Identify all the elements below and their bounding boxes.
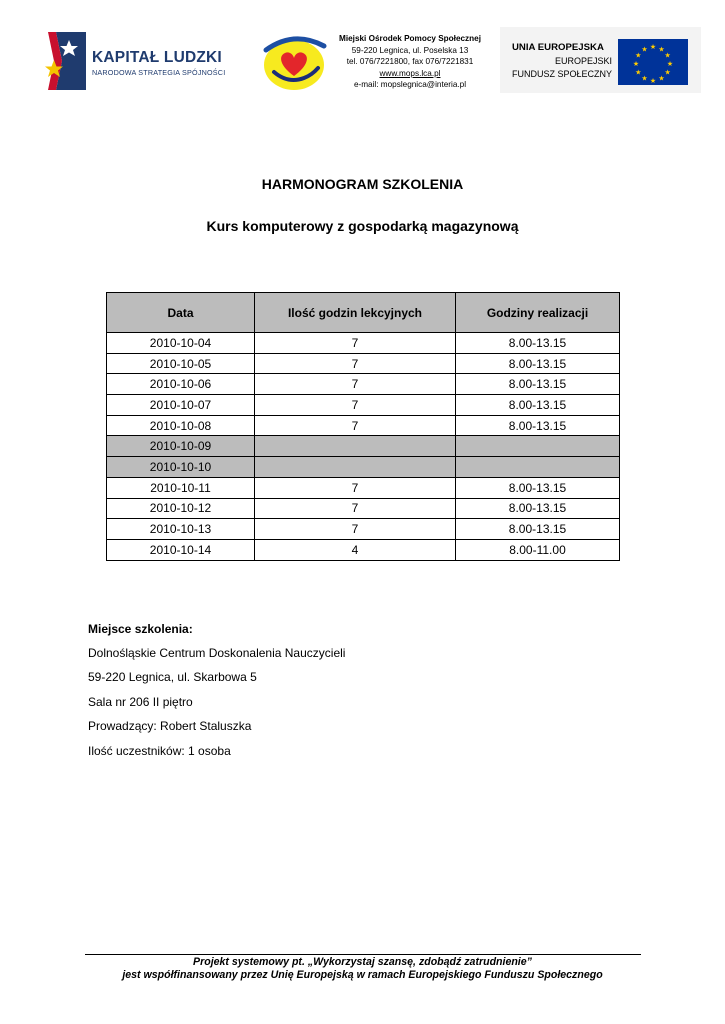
schedule-table <box>106 292 620 561</box>
cell-time: 8.00-13.15 <box>456 395 620 416</box>
cell-hours: 7 <box>255 353 456 374</box>
footer-divider <box>85 954 641 955</box>
table-row <box>107 519 620 540</box>
cell-time: 8.00-13.15 <box>456 333 620 354</box>
cell-date: 2010-10-11 <box>107 477 255 498</box>
cell-time <box>456 436 620 457</box>
cell-time <box>456 457 620 478</box>
cell-hours: 7 <box>255 415 456 436</box>
mops-heart-hand-icon <box>258 32 336 92</box>
cell-date: 2010-10-05 <box>107 353 255 374</box>
svg-text:★: ★ <box>664 68 671 77</box>
instructor: Prowadzący: Robert Staluszka <box>88 719 252 733</box>
svg-text:★: ★ <box>658 45 665 54</box>
svg-text:★: ★ <box>635 68 642 77</box>
cell-hours <box>255 436 456 457</box>
header-hours: Ilość godzin lekcyjnych <box>255 293 456 333</box>
table-header-row <box>107 293 620 333</box>
cell-date: 2010-10-04 <box>107 333 255 354</box>
kapital-ludzki-name: KAPITAŁ LUDZKI <box>92 49 222 66</box>
cell-time: 8.00-13.15 <box>456 374 620 395</box>
eu-fund-line1: EUROPEJSKI <box>554 56 612 66</box>
eu-name: UNIA EUROPEJSKA <box>512 42 604 53</box>
cell-time: 8.00-13.15 <box>456 477 620 498</box>
footer-project-title: Projekt systemowy pt. „Wykorzystaj szansę, zdobądź zatrudnienie” <box>193 956 532 968</box>
cell-date: 2010-10-08 <box>107 415 255 436</box>
mops-email: e-mail: mopslegnica@interia.pl <box>353 80 467 90</box>
cell-hours: 7 <box>255 374 456 395</box>
cell-date: 2010-10-07 <box>107 395 255 416</box>
table-row <box>107 415 620 436</box>
cell-time: 8.00-13.15 <box>456 353 620 374</box>
kapital-ludzki-subtitle: NARODOWA STRATEGIA SPÓJNOŚCI <box>92 68 226 77</box>
cell-date: 2010-10-06 <box>107 374 255 395</box>
table-row-weekend <box>107 457 620 478</box>
location-room: Sala nr 206 II piętro <box>88 695 193 709</box>
svg-text:★: ★ <box>666 60 674 68</box>
cell-date: 2010-10-12 <box>107 498 255 519</box>
table-row <box>107 477 620 498</box>
cell-hours: 7 <box>255 477 456 498</box>
header-date: Data <box>107 293 255 333</box>
document-title: HARMONOGRAM SZKOLENIA <box>261 176 464 192</box>
mops-website-link[interactable]: www.mops.lca.pl <box>379 68 441 78</box>
kapital-ludzki-emblem-icon <box>42 30 92 92</box>
cell-date: 2010-10-10 <box>107 457 255 478</box>
svg-text:★: ★ <box>635 51 642 60</box>
cell-hours <box>255 457 456 478</box>
table-row-weekend <box>107 436 620 457</box>
location-place: Dolnośląskie Centrum Doskonalenia Nauczycieli <box>88 646 346 660</box>
svg-text:★: ★ <box>649 77 657 85</box>
cell-time: 8.00-13.15 <box>456 519 620 540</box>
cell-time: 8.00-13.15 <box>456 415 620 436</box>
svg-text:★: ★ <box>641 45 648 54</box>
table-row <box>107 498 620 519</box>
cell-hours: 7 <box>255 333 456 354</box>
cell-hours: 4 <box>255 539 456 560</box>
cell-hours: 7 <box>255 519 456 540</box>
svg-text:★: ★ <box>658 74 665 83</box>
cell-time: 8.00-13.15 <box>456 498 620 519</box>
table-row <box>107 539 620 560</box>
cell-hours: 7 <box>255 395 456 416</box>
footer-cofinancing-note: jest współfinansowany przez Unię Europejską w ramach Europejskiego Funduszu Społecznego <box>122 969 603 981</box>
cell-date: 2010-10-09 <box>107 436 255 457</box>
svg-text:★: ★ <box>664 51 671 60</box>
mops-contact-block <box>328 33 492 91</box>
svg-text:★: ★ <box>641 74 648 83</box>
cell-date: 2010-10-13 <box>107 519 255 540</box>
table-row <box>107 395 620 416</box>
cell-hours: 7 <box>255 498 456 519</box>
table-row <box>107 333 620 354</box>
eu-fund-line2: FUNDUSZ SPOŁECZNY <box>512 69 613 79</box>
mops-address: 59-220 Legnica, ul. Poselska 13 <box>351 45 469 55</box>
cell-date: 2010-10-14 <box>107 539 255 560</box>
svg-text:★: ★ <box>632 60 640 68</box>
table-row <box>107 374 620 395</box>
svg-text:★: ★ <box>649 43 657 51</box>
location-heading: Miejsce szkolenia: <box>88 622 193 636</box>
cell-time: 8.00-11.00 <box>456 539 620 560</box>
table-row <box>107 353 620 374</box>
course-title: Kurs komputerowy z gospodarką magazynową <box>206 218 519 234</box>
mops-logo <box>258 32 336 92</box>
eu-flag-icon <box>618 39 688 85</box>
mops-name: Miejski Ośrodek Pomocy Społecznej <box>339 34 481 43</box>
location-address: 59-220 Legnica, ul. Skarbowa 5 <box>88 670 257 684</box>
participants-count: Ilość uczestników: 1 osoba <box>88 744 231 758</box>
header-time: Godziny realizacji <box>456 293 620 333</box>
mops-phone: tel. 076/7221800, fax 076/7221831 <box>346 57 474 67</box>
